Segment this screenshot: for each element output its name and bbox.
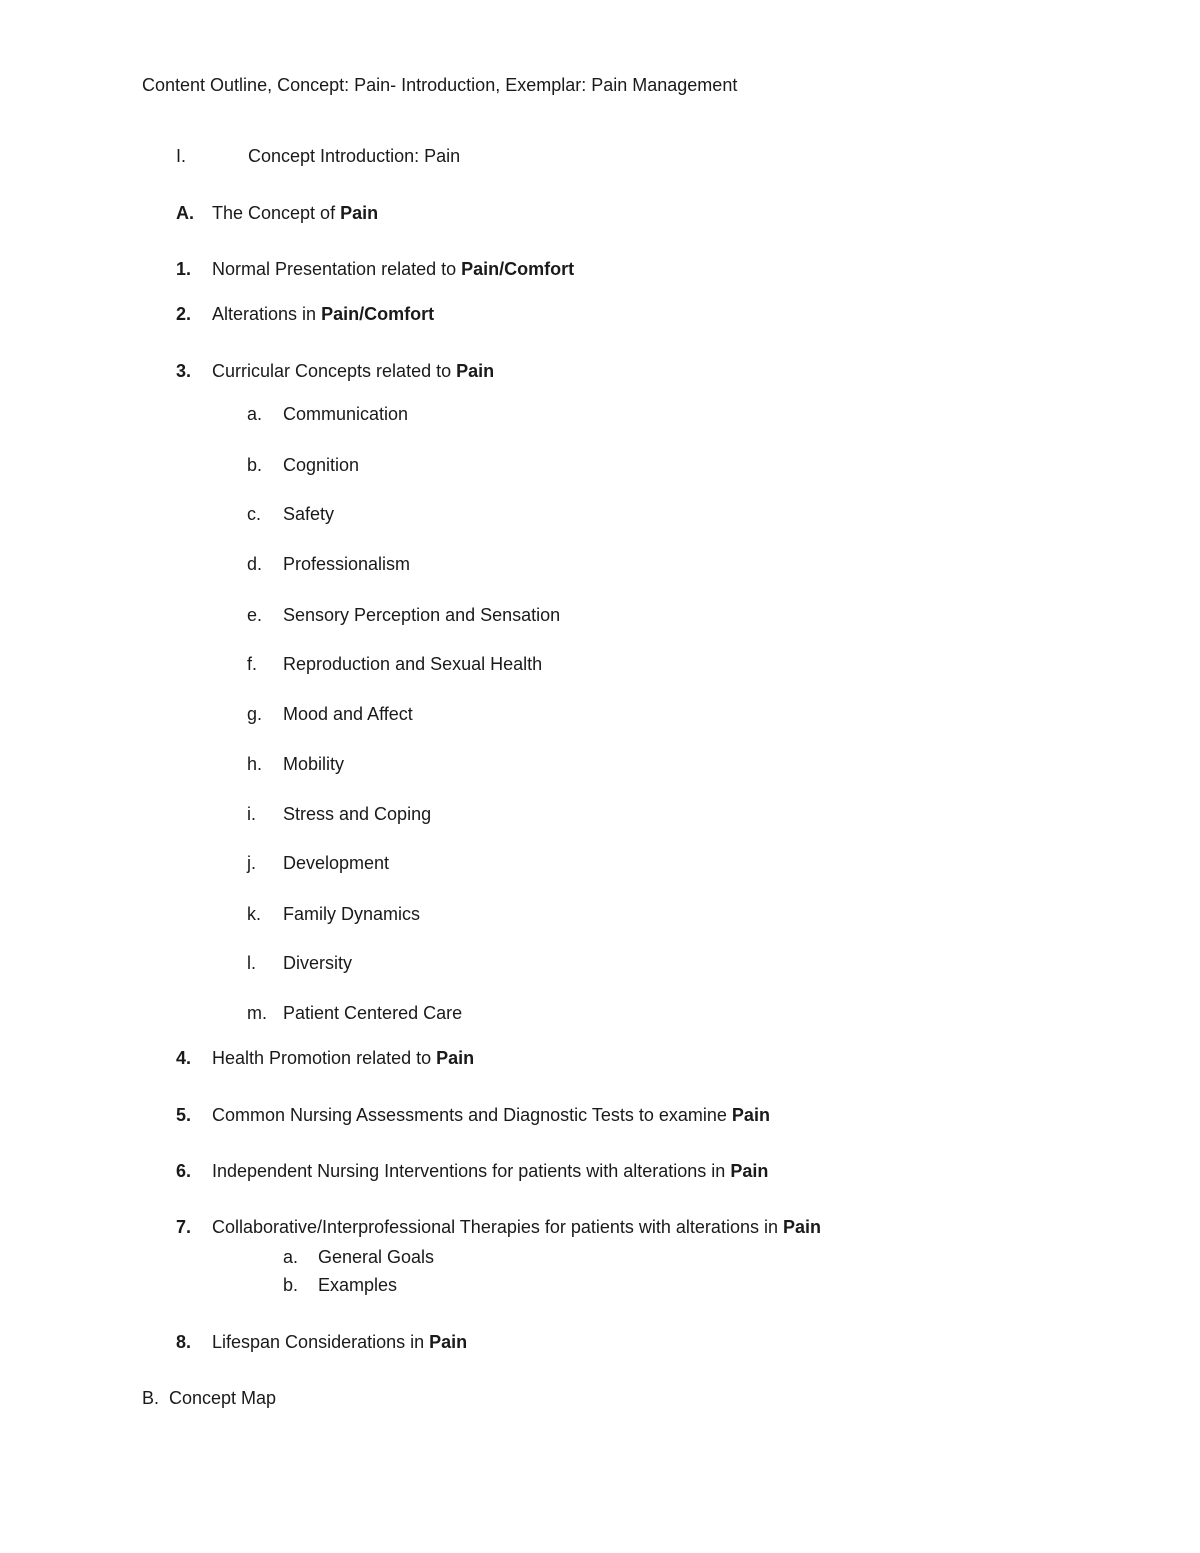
concept-marker: c. bbox=[247, 504, 262, 524]
item-4 bbox=[212, 1047, 474, 1069]
item-2-text: Alterations in bbox=[212, 304, 317, 324]
concept-marker: a. bbox=[247, 404, 263, 424]
section-I-marker: I. bbox=[176, 146, 187, 166]
concept-marker: h. bbox=[247, 754, 263, 774]
item-5-bold: Pain bbox=[731, 1105, 770, 1125]
therapy-marker: b. bbox=[283, 1275, 299, 1295]
concept-item: Family Dynamics bbox=[283, 904, 421, 924]
item-4-bold: Pain bbox=[436, 1048, 475, 1068]
item-2-marker: 2. bbox=[176, 304, 192, 324]
concept-item: Development bbox=[283, 853, 390, 873]
item-7-text: Collaborative/Interprofessional Therapies for patients with alterations in bbox=[212, 1217, 778, 1237]
concept-marker: f. bbox=[247, 654, 258, 674]
concept-item: Sensory Perception and Sensation bbox=[283, 605, 561, 625]
item-3-text: Curricular Concepts related to bbox=[212, 361, 452, 381]
section-B-marker: B. bbox=[142, 1388, 160, 1408]
concept-marker: d. bbox=[247, 554, 263, 574]
concept-item: Professionalism bbox=[283, 554, 411, 574]
section-A-text: The Concept of bbox=[212, 203, 336, 223]
concept-marker: i. bbox=[247, 804, 256, 824]
item-4-text: Health Promotion related to bbox=[212, 1048, 432, 1068]
concept-item: Safety bbox=[283, 504, 335, 524]
item-2 bbox=[212, 303, 434, 325]
item-6 bbox=[212, 1160, 768, 1182]
item-3-bold: Pain bbox=[456, 361, 495, 381]
concept-marker: b. bbox=[247, 455, 263, 475]
therapy-item: General Goals bbox=[318, 1247, 435, 1267]
concept-item: Stress and Coping bbox=[283, 804, 432, 824]
concept-marker: g. bbox=[247, 704, 263, 724]
section-A-heading bbox=[212, 202, 378, 224]
item-3 bbox=[212, 360, 494, 382]
item-6-text: Independent Nursing Interventions for patients with alterations in bbox=[212, 1161, 726, 1181]
section-I-heading: Concept Introduction: Pain bbox=[248, 146, 461, 166]
concept-marker: k. bbox=[247, 904, 262, 924]
item-1 bbox=[212, 258, 574, 280]
item-8 bbox=[212, 1331, 467, 1353]
item-7 bbox=[212, 1216, 821, 1238]
item-8-marker: 8. bbox=[176, 1332, 192, 1352]
item-2-bold: Pain/Comfort bbox=[321, 304, 435, 324]
item-1-bold: Pain/Comfort bbox=[461, 259, 575, 279]
concept-item: Cognition bbox=[283, 455, 360, 475]
item-5 bbox=[212, 1104, 770, 1126]
concept-marker: j. bbox=[247, 853, 256, 873]
section-A-bold: Pain bbox=[340, 203, 379, 223]
item-6-bold: Pain bbox=[730, 1161, 769, 1181]
concept-item: Patient Centered Care bbox=[283, 1003, 463, 1023]
item-5-marker: 5. bbox=[176, 1105, 192, 1125]
section-B-heading: Concept Map bbox=[169, 1388, 277, 1408]
concept-item: Communication bbox=[283, 404, 409, 424]
concept-item: Mobility bbox=[283, 754, 345, 774]
concept-item: Diversity bbox=[283, 953, 353, 973]
item-1-marker: 1. bbox=[176, 259, 192, 279]
concept-item: Mood and Affect bbox=[283, 704, 413, 724]
section-A-marker: A. bbox=[176, 203, 194, 223]
item-5-text: Common Nursing Assessments and Diagnostic Tests to examine bbox=[212, 1105, 727, 1125]
item-3-marker: 3. bbox=[176, 361, 192, 381]
item-6-marker: 6. bbox=[176, 1161, 192, 1181]
item-8-bold: Pain bbox=[429, 1332, 468, 1352]
item-7-bold: Pain bbox=[783, 1217, 822, 1237]
concept-marker: e. bbox=[247, 605, 263, 625]
therapy-item: Examples bbox=[318, 1275, 398, 1295]
document-title: Content Outline, Concept: Pain- Introduction, Exemplar: Pain Management bbox=[142, 75, 738, 95]
item-8-text: Lifespan Considerations in bbox=[212, 1332, 425, 1352]
item-1-text: Normal Presentation related to bbox=[212, 259, 457, 279]
concept-marker: l. bbox=[247, 953, 256, 973]
concept-item: Reproduction and Sexual Health bbox=[283, 654, 543, 674]
item-7-marker: 7. bbox=[176, 1217, 192, 1237]
concept-marker: m. bbox=[247, 1003, 267, 1023]
therapy-marker: a. bbox=[283, 1247, 299, 1267]
item-4-marker: 4. bbox=[176, 1048, 192, 1068]
